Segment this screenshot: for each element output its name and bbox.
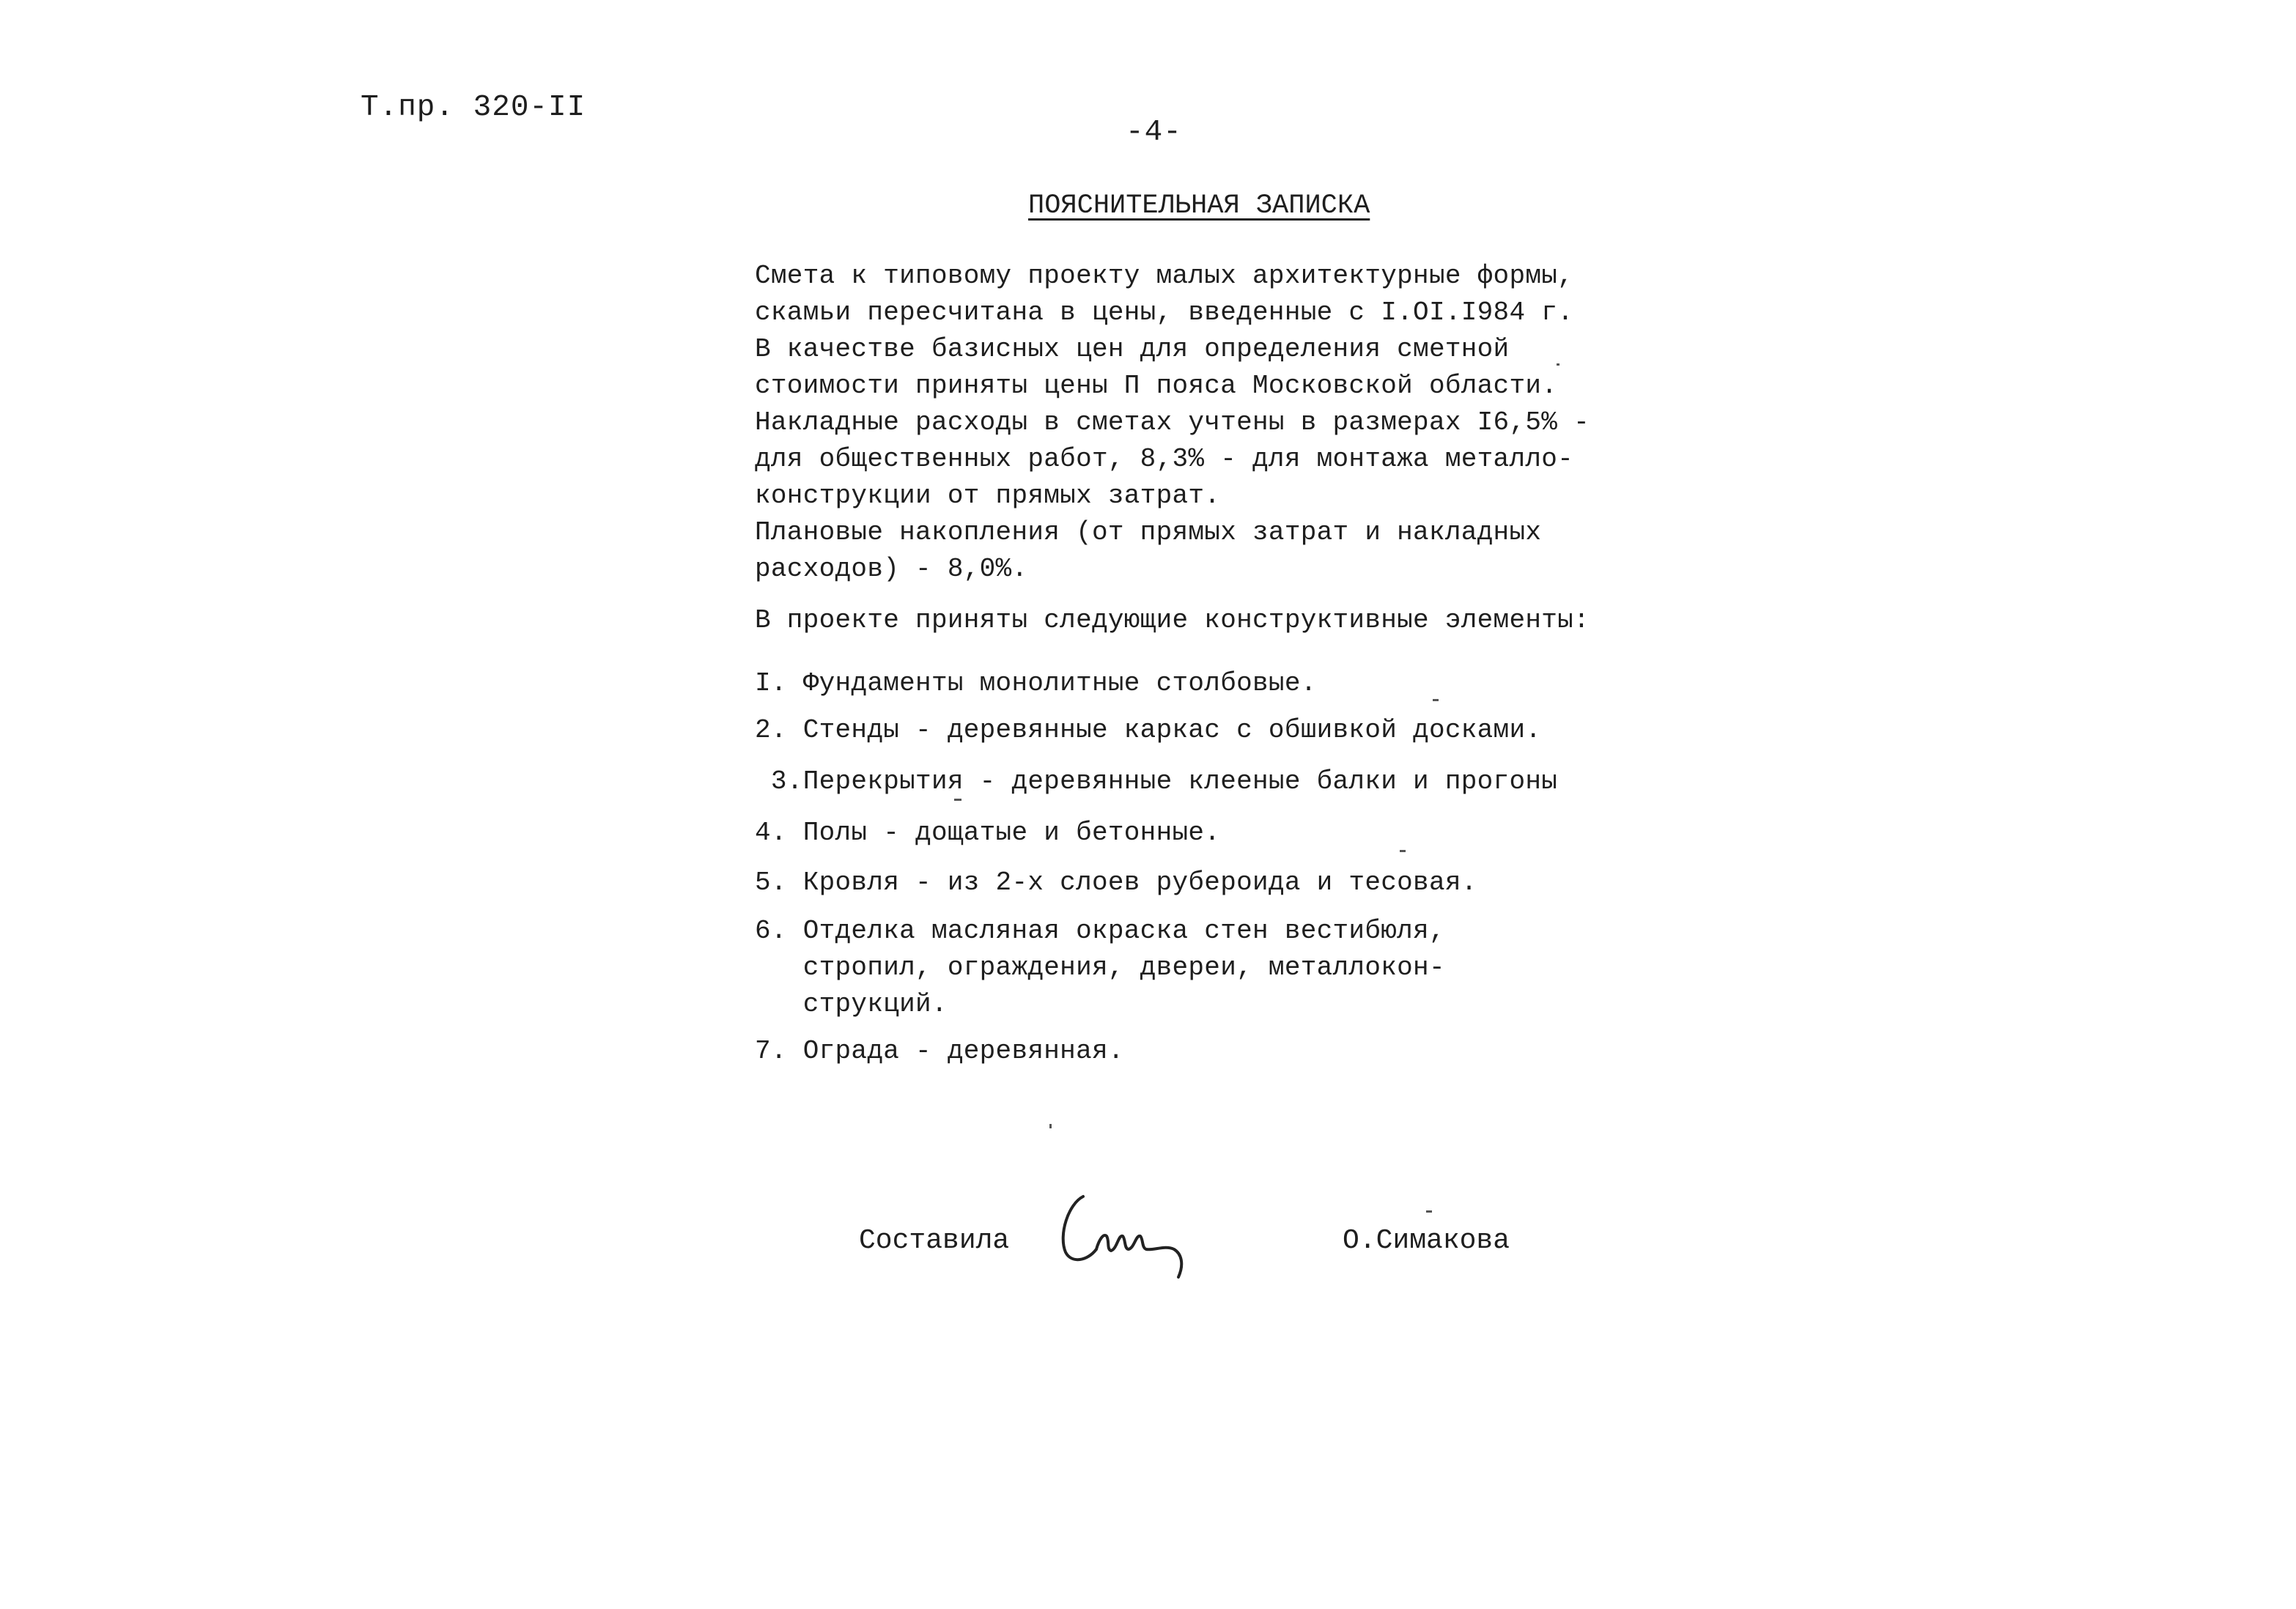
- scan-speck: [1557, 363, 1559, 366]
- page-number: -4-: [1126, 116, 1182, 149]
- scan-speck: [954, 799, 961, 801]
- intro-line: Накладные расходы в сметах учтены в размерах I6,5% -: [755, 407, 1590, 437]
- intro-line: скамьи пересчитана в цены, введенные с I.OI.I984 г.: [755, 297, 1574, 328]
- list-item: I. Фундаменты монолитные столбовые.: [755, 668, 1317, 698]
- list-item: 3.Перекрытия - деревянные клееные балки и прогоны: [755, 766, 1558, 796]
- list-item: стропил, ограждения, двереи, металлокон-: [755, 953, 1445, 983]
- handwritten-signature: [1055, 1191, 1202, 1286]
- signer-name: О.Симакова: [1343, 1225, 1510, 1257]
- intro-line: Плановые накопления (от прямых затрат и накладных: [755, 517, 1542, 547]
- list-item: струкций.: [755, 989, 948, 1019]
- intro-line: Смета к типовому проекту малых архитектурные формы,: [755, 261, 1574, 291]
- scan-speck: [1433, 699, 1439, 701]
- intro-line: для общественных работ, 8,3% - для монтажа металло-: [755, 444, 1574, 474]
- scan-speck: [1049, 1124, 1052, 1128]
- elements-heading: В проекте приняты следующие конструктивные элементы:: [755, 605, 1590, 635]
- signature-label: Составила: [859, 1225, 1010, 1257]
- scan-speck: [1400, 850, 1406, 852]
- intro-line: В качестве базисных цен для определения сметной: [755, 334, 1510, 364]
- list-item: 6. Отделка масляная окраска стен вестибюля,: [755, 916, 1445, 946]
- intro-line: расходов) - 8,0%.: [755, 554, 1028, 584]
- list-item: 7. Ограда - деревянная.: [755, 1036, 1124, 1066]
- page-title: ПОЯСНИТЕЛЬНАЯ ЗАПИСКА: [1028, 191, 1370, 221]
- list-item: 4. Полы - дощатые и бетонные.: [755, 818, 1221, 848]
- intro-line: конструкции от прямых затрат.: [755, 481, 1221, 511]
- intro-line: стоимости приняты цены П пояса Московской области.: [755, 371, 1558, 401]
- document-code: Т.пр. 320-II: [361, 91, 586, 125]
- list-item: 5. Кровля - из 2-х слоев рубероида и тесовая.: [755, 868, 1477, 898]
- scan-speck: [1426, 1210, 1432, 1213]
- list-item: 2. Стенды - деревянные каркас с обшивкой досками.: [755, 715, 1542, 745]
